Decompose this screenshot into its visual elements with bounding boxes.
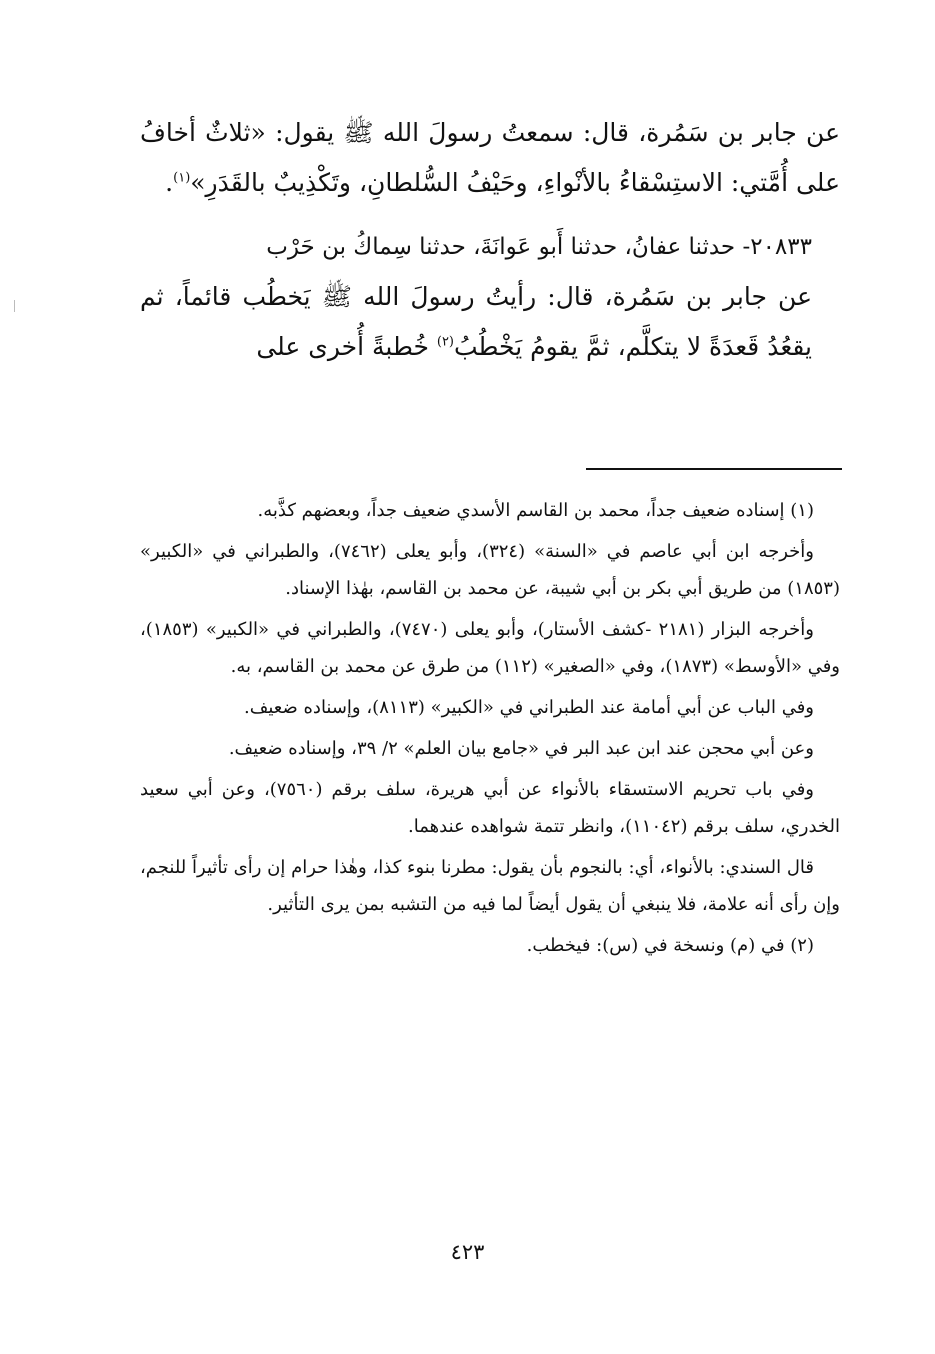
footnote-divider xyxy=(586,468,842,470)
footnote-1-sources-b: وأخرجه البزار (٢١٨١ -كشف الأستار)، وأبو يعلى (٧٤٧٠)، والطبراني في «الكبير» (١٨٥٣)، وفي «الأوسط» (١٨٧٣)، وفي «الصغير» (١١٢) من طرق عن محمد بن القاسم، به. xyxy=(140,619,840,677)
page-number: ٤٢٣ xyxy=(450,1240,485,1264)
scan-margin-mark xyxy=(14,300,15,312)
hadith-text-2: عن جابر بن سَمُرة، قال: رأيتُ رسولَ الله ﷺ يَخطُب قائماً، ثم يقعُدُ قَعدَةً لا يتكلَّم، ثمَّ يقومُ يَخْطُبُ xyxy=(140,282,812,361)
hadith-text-1: عن جابر بن سَمُرة، قال: سمعتُ رسولَ الله ﷺ يقول: «ثلاثٌ أخافُ على أُمَّتي: الاستِسْقاءُ بالأنْواءِ، وحَيْفُ السُّلطانِ، وتَكْذِيبٌ بالقَدَرِ» xyxy=(140,118,840,197)
footnote-1-sindi-comment: قال السندي: بالأنواء، أي: بالنجوم بأن يقول: مطرنا بنوء كذا، وهٰذا حرام إن رأى تأثيراً للنجم، وإن رأى أنه علامة، فلا ينبغي أن يقول أيضاً لما فيه من التشبه بمن يرى التأثير. xyxy=(140,857,840,915)
footnotes-block xyxy=(140,492,840,968)
footnote-1-witness-b: وعن أبي محجن عند ابن عبد البر في «جامع بيان العلم» ٢/ ٣٩، وإسناده ضعيف. xyxy=(228,738,814,759)
main-text-block xyxy=(140,108,840,372)
hadith-paragraph-2 xyxy=(140,272,840,372)
footnote-1: (١) إسناده ضعيف جداً، محمد بن القاسم الأسدي ضعيف جداً، وبعضهم كذَّبه. xyxy=(257,500,814,521)
footnote-1-sources-a: وأخرجه ابن أبي عاصم في «السنة» (٣٢٤)، وأبو يعلى (٧٤٦٢)، والطبراني في «الكبير» (١٨٥٣) من طريق أبي بكر بن أبي شيبة، عن محمد بن القاسم، بهٰذا الإسناد. xyxy=(140,541,840,599)
hadith-number-header: ٢٠٨٣٣- حدثنا عفانُ، حدثنا أَبو عَوانَةَ، حدثنا سِماكُ بن حَرْب xyxy=(266,234,812,260)
hadith-paragraph-1 xyxy=(140,108,840,208)
footnote-1-witness-a: وفي الباب عن أبي أمامة عند الطبراني في «الكبير» (٨١١٣)، وإسناده ضعيف. xyxy=(244,697,814,718)
footnote-1-witness-c: وفي باب تحريم الاستسقاء بالأنواء عن أبي هريرة، سلف برقم (٧٥٦٠)، وعن أبي سعيد الخدري، سلف برقم (١١٠٤٢)، وانظر تتمة شواهده عندهما. xyxy=(140,779,840,837)
footnote-ref-1[interactable]: (١) xyxy=(173,170,191,186)
hadith-text-1-end: . xyxy=(165,168,174,197)
hadith-text-2-end: خُطبةً أُخرى على xyxy=(256,332,437,361)
footnote-2: (٢) في (م) ونسخة في (س): فيخطب. xyxy=(526,935,814,956)
footnote-ref-2[interactable]: (٢) xyxy=(436,334,454,350)
